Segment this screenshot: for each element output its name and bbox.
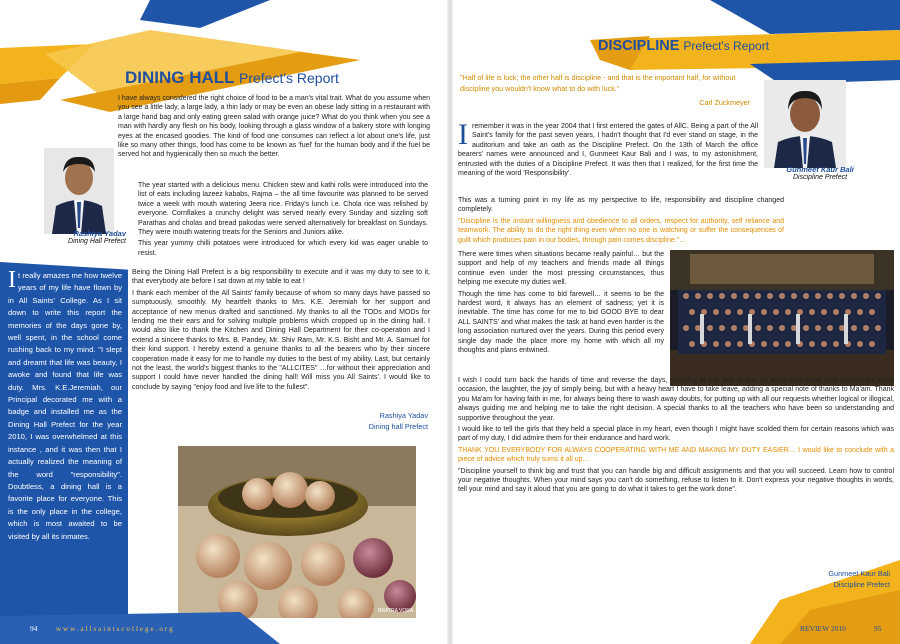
dining-body-bottom bbox=[132, 268, 430, 394]
discipline-paragraph-intro: remember it was in the year 2004 that I first entered the gates of AllC. Being a part of the All Saint's family for the past seven years, I hadn't thought that I'd ever stand on stage, in the auditorium and take an oath as the Discipline Prefect. On the 13th of March the office bearers' names were announced and I, Gunmeet Kaur Bali and I was, to my astonishment, entrusted with the duties of a Discipline Prefect. It was then that I realized, for the first time the meaning of the word 'Responsibility'. bbox=[458, 123, 758, 178]
dining-sidebar-text bbox=[8, 267, 122, 543]
discipline-signature bbox=[750, 568, 890, 590]
discipline-title-main: DISCIPLINE bbox=[598, 38, 680, 54]
photo-caption: BRATRA VORA bbox=[378, 608, 414, 614]
discipline-signature-role: Discipline Prefect bbox=[833, 580, 890, 589]
dining-title-main: DINING HALL bbox=[125, 68, 235, 87]
discipline-turning bbox=[458, 196, 784, 247]
gunmeet-name: Gunmeet Kaur Bali bbox=[786, 165, 854, 174]
discipline-paragraph-2: Though the time has come to bid farewell… it seems to be the hardest word, it always has an element of sadness; yet it is inevitable. The time has come for me to bid GOOD BYE to dear ALL SAINTS' and what makes the task at hand even harder is the long association nurtured over the years. During this period every single day made the place more my home with which all my thoughts and plans entwined. bbox=[458, 290, 664, 355]
right-page-number: 95 bbox=[874, 624, 882, 633]
left-footer-ribbon bbox=[0, 600, 450, 644]
quote-author: Carl Zuckmeyer bbox=[699, 98, 750, 107]
left-website: www.allsaintscollege.org bbox=[56, 625, 175, 633]
gunmeet-portrait bbox=[764, 80, 846, 168]
dining-paragraph-3: This year yummy chilli potatoes were introduced for which every kid was eager unable to resist. bbox=[138, 240, 428, 257]
right-footer-label: REVIEW 2010 bbox=[800, 624, 846, 633]
spread-gutter bbox=[447, 0, 453, 644]
discipline-thank-you: THANK YOU EVERYBODY FOR ALWAYS COOPERATING WITH ME AND MAKING MY DUTY EASIER… I would like to conclude with a piece of advice which truly sums it all up… bbox=[458, 446, 894, 464]
dining-paragraph-1: I have always considered the right choice of food to be a man's vital trait. What do you assume when you see a little lady, a large lady, a thin lady or may be even an obese lady sitting in a restaurant with a large hand bag and only eating green salad with orange juice? What do you think when you see a man with hardly any flesh on his body, looking through a glass window of a bakery store with longing eyes at the encased goodies. The kind of food one consumes can reflect a lot about one's life, just like so many other things, food has come to be known as 'fuel' for the human body and if the fuel be served hot and hygienically then so much the better. bbox=[118, 95, 430, 159]
discipline-paragraph-3: I wish I could turn back the hands of time and reverse the days, shouting at the girls to line up when they were very excited for some occasion, the laughter, the joy of simply being, but with a heavy heart I have to take leave, adding a special note of thanks to Ma'am. Thank you Ma'am for having faith in me, for always being there to wash away doubts, for putting up with all our requests whether logical or illogical, always guiding me and helping me to take the right decision. A special thanks to all the teachers who have been so understanding and supportive throughout the year. bbox=[458, 377, 894, 422]
dining-paragraph-2: The year started with a delicious menu. Chicken stew and kathi rolls were introduced into the list of eats including lazeez kababs, Rajma – the all time favourite was planned to be served twice a week with mouth watering Jeera rice. Friday's lunch i.e. Chola rice was relished by everyone. Cornflakes a crunchy delight was served nearly every Sunday and sizzling soft Parathas and cholas and bread pakodas were served alternatively for breakfast on Sundays. They were mouth watering treats for the Seniors and Juniors alike. bbox=[138, 182, 428, 237]
dining-signature bbox=[300, 410, 428, 432]
gunmeet-tag bbox=[780, 166, 860, 182]
rashiya-name: Rashiya Yadav bbox=[73, 229, 126, 238]
discipline-paragraph-turning: This was a turning point in my life as my perspective to life, responsibility and discipline changed completely. bbox=[458, 197, 784, 214]
dining-title-sub: Prefect's Report bbox=[238, 70, 339, 86]
dining-body-top bbox=[118, 94, 430, 162]
discipline-highlight-quote: "Discipline is the instant willingness and obedience to all orders, respect for authority, self reliance and teamwork. The ability to do the right thing even when no one is watching or suffer the consequences of guilt which produces pain in our bodies, through pain comes discipline."… bbox=[458, 217, 784, 244]
rashiya-role: Dining Hall Prefect bbox=[68, 238, 126, 245]
onions-photo bbox=[178, 446, 416, 618]
rashiya-portrait bbox=[44, 148, 114, 234]
discipline-closing: "Discipline yourself to think big and trust that you can handle big and difficult assignments and that you will succeed. Learn how to control your negative thoughts. When your mind says you can't do something, refuse to listen to it. Don't express your negative thoughts in words, tell your mind and say it aloud that you are going to do what it takes to get the work done". bbox=[458, 467, 894, 494]
discipline-paragraph-4: I would like to tell the girls that they held a special place in my heart, even though I might have scolded them for certain reasons which was part of my duty, I did admire them for their endurance and hard work. bbox=[458, 426, 894, 443]
dining-paragraph-5: I thank each member of the All Saints' family because of whom so many days have passed so sumptuously, smoothly. My heartfelt thanks to Mrs. K.E. Jeremiah for her support and acceptance of new menus drafted and sanctioned. My thanks to all the TODs and MODs for lending me their ears and for solving multiple problems which cropped up in the dining hall. I would also like to thank the Kitchen and Dining Hall Department for their co-operation and I extend a sincere thanks to Mrs. B. Pandey, Mr. Shiv Ram, Mr. K.S. Bisht and Mr. A. Samuel for their kind support. I hereby extend a genuine thanks to all the bearers who by their sincere cooperation made it easy for me to handle my duties to the best of my ability. Last, but certainly not the least, the world's biggest thanks to the "ALLCITES" …for without their appreciation and support I could have never handled the dining hall! Will miss you All Saints'. I would like to conclude by saying "enjoy food and live life to the fullest". bbox=[132, 289, 430, 391]
dining-signature-name: Rashiya Yadav bbox=[379, 411, 428, 420]
dining-title bbox=[125, 68, 339, 88]
dining-paragraph-4: Being the Dining Hall Prefect is a big responsibility to execute and it was my duty to see to it, that everybody ate before I sat down at my table to eat ! bbox=[132, 269, 430, 286]
discipline-paragraph-1: There were times when situations became really painful… but the support and help of my teachers and friends made all things continue even under the most pressing circumstances, thus helping me execute my duties well. bbox=[458, 251, 664, 287]
discipline-left-col bbox=[458, 250, 664, 357]
opening-quote: "Half of life is luck; the other half is discipline - and that is the important half, for without discipline you wouldn't know what to do with luck." bbox=[460, 73, 736, 93]
discipline-intro bbox=[458, 118, 758, 180]
right-page bbox=[450, 0, 900, 644]
discipline-title bbox=[598, 38, 769, 54]
group-photo bbox=[670, 250, 894, 386]
discipline-dropcap: I bbox=[458, 118, 468, 151]
dining-signature-role: Dining hall Prefect bbox=[368, 422, 428, 431]
left-page-number: 94 bbox=[30, 624, 38, 633]
gunmeet-role: Discipline Prefect bbox=[792, 174, 848, 181]
rashiya-tag bbox=[62, 230, 126, 246]
sidebar-dropcap: I bbox=[8, 267, 16, 293]
discipline-wide-col bbox=[458, 376, 894, 497]
dining-body-mid bbox=[138, 181, 428, 260]
sidebar-body: t really amazes me how twelve years of my life have flown by in All Saints' College. As I sit down to write this report the memories of the days gone by, well spent, in the school come rushing back to my mind. "I slept and dreamt that life was beauty, I awoke and found that life was duty. Mrs. K.E.Jeremiah, our Principal decorated me with a badge and installed me as the Dining Hall Prefect for the year 2010, I was overwhelmed at this instance , and it was then that I actually realized the meaning of the word "responsibility". Doubtless, a dining hall is a favorite place for everyone. This is the only place in the college, which is most awaited to be visited by all its inmates. bbox=[8, 271, 122, 541]
discipline-title-sub: Prefect's Report bbox=[683, 39, 770, 53]
discipline-signature-name: Gunmeet Kaur Bali bbox=[828, 569, 890, 578]
